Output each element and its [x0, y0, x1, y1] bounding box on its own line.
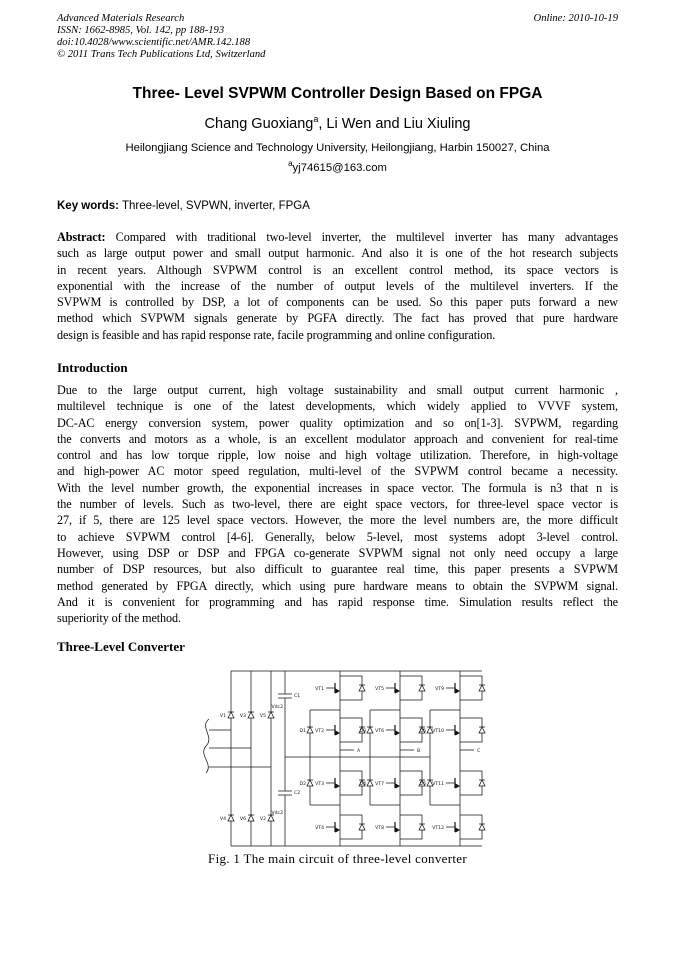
- paragraph-line: such as large output power and small output harmonic. And also it is one of the hot research subjects: [57, 246, 618, 261]
- circuit-label: VT9: [435, 687, 444, 692]
- circuit-label: C: [477, 749, 481, 754]
- paragraph-line: SVPWM is controlled by DSP, a lot of components can be used. So this paper puts forward a new: [57, 295, 618, 310]
- paragraph-line: the number of levels. Such as two-level, there are eight space vectors, for three-level space vector is: [57, 497, 618, 512]
- circuit-label: V5: [259, 714, 266, 719]
- figure-1: [193, 664, 493, 856]
- introduction-heading: Introduction: [57, 360, 128, 375]
- circuit-label: VT5: [375, 687, 384, 692]
- circuit-label: V6: [239, 817, 246, 822]
- circuit-label: VT12: [432, 826, 444, 831]
- circuit-label: Vdc2: [271, 705, 283, 710]
- email-superscript: a: [288, 159, 293, 168]
- circuit-svg: [193, 664, 493, 856]
- paragraph-line: DC-AC energy conversion system, power quality optimization and so on[1-3]. SVPWM, regarding: [57, 415, 618, 430]
- affiliation: Heilongjiang Science and Technology University, Heilongjiang, Harbin 150027, China: [125, 142, 550, 154]
- introduction-paragraph: [57, 382, 618, 626]
- circuit-label: V4: [219, 817, 226, 822]
- copyright-line: © 2011 Trans Tech Publications Ltd, Switzerland: [57, 48, 266, 60]
- journal-header: [57, 13, 618, 61]
- circuit-label: V1: [219, 714, 226, 719]
- paragraph-line: multilevel technique is one of the latest developments, which widely applied to VVVF system,: [57, 399, 618, 414]
- paragraph-line: Due to the large output current, high voltage sustainability and small output current harmonic ,: [57, 383, 618, 397]
- issn-line: ISSN: 1662-8985, Vol. 142, pp 188-193: [57, 24, 225, 36]
- circuit-label: VT8: [375, 826, 384, 831]
- circuit-label: VT1: [315, 687, 324, 692]
- paragraph-line: to achieve SVPWM control [4-6]. Generally, below 5-level, most systems adopt 3-level control.: [57, 529, 618, 544]
- circuit-label: VT11: [432, 782, 444, 787]
- circuit-label: VT7: [375, 782, 384, 787]
- circuit-label: VT6: [375, 729, 384, 734]
- paragraph-line: the converts and motors as a whole, is an excellent modulator approach and convenient for real-time: [57, 431, 618, 446]
- circuit-label: C1: [294, 694, 301, 699]
- online-date: Online: 2010-10-19: [533, 13, 618, 24]
- paragraph-line: superiority of the method.: [57, 611, 181, 626]
- converter-heading: Three-Level Converter: [57, 639, 185, 654]
- paragraph-line: method which SVPWM signals generate by PGFA directly. The fact has proved that pure hardware: [57, 311, 618, 326]
- paragraph-line: and high-power AC motor speed regulation, multi-level of the SVPWM control became a necessity.: [57, 464, 618, 479]
- paragraph-line: And it is convenient for programming and has rapid response time. Simulation results reflect the: [57, 594, 618, 609]
- author-name: Chang Guoxiang: [204, 115, 314, 132]
- journal-name: Advanced Materials Research: [57, 13, 185, 24]
- circuit-label: D5: [419, 729, 426, 734]
- circuit-label: B: [417, 749, 421, 754]
- circuit-label: VT3: [315, 782, 324, 787]
- paragraph-line: number of DSP resources, but also difficult to guarantee real time, this paper presents a SVPWM: [57, 562, 618, 577]
- circuit-label: D4: [359, 782, 366, 787]
- paragraph-line: Abstract: Compared with traditional two-level inverter, the multilevel inverter has many advantages: [57, 230, 618, 244]
- circuit-label: D1: [299, 729, 306, 734]
- paragraph-line: exponential with the increase of the number of output levels of the multilevel inverters. If the: [57, 278, 618, 293]
- keywords-label: Key words:: [57, 200, 119, 212]
- abstract-paragraph: [57, 229, 618, 343]
- circuit-label: V2: [259, 817, 266, 822]
- circuit-label: D2: [299, 782, 306, 787]
- circuit-label: A: [357, 749, 361, 754]
- paragraph-line: method generated by FPGA directly, which using pure hardware means to obtain the SVPWM signal.: [57, 578, 618, 593]
- circuit-label: D6: [419, 782, 426, 787]
- circuit-label: D3: [359, 729, 366, 734]
- authors-rest: , Li Wen and Liu Xiuling: [318, 115, 471, 132]
- paragraph-label: Abstract:: [57, 230, 106, 244]
- paragraph-line: With the level number growth, the exponential increases in space vector. The formula is n3 that n is: [57, 480, 618, 495]
- authors-line: [57, 114, 618, 132]
- paragraph-line: 27, if 5, there are 125 level space vectors. However, the more the level numbers are, the more difficult: [57, 513, 618, 528]
- email-line: [57, 159, 618, 174]
- page-title: Three- Level SVPWM Controller Design Based on FPGA: [132, 85, 543, 102]
- paragraph-line: However, using DSP or DSP and FPGA co-generate SVPWM signal not only need occupy a large: [57, 545, 618, 560]
- keywords-text: Three-level, SVPWN, inverter, FPGA: [119, 200, 310, 212]
- circuit-label: C2: [294, 791, 301, 796]
- keywords-line: [57, 200, 618, 212]
- figure-caption: Fig. 1 The main circuit of three-level converter: [208, 851, 467, 866]
- circuit-label: V3: [239, 714, 246, 719]
- paragraph-line: in recent years. Although SVPWM control is an excellent control method, its space vectors is: [57, 262, 618, 277]
- circuit-label: VT2: [315, 729, 324, 734]
- author-superscript: a: [313, 114, 319, 124]
- paragraph-line: design is feasible and has rapid response rate, facile programming and online configuration.: [57, 327, 496, 342]
- circuit-label: VT10: [432, 729, 444, 734]
- email-address: yj74615@163.com: [292, 161, 387, 174]
- doi-line: doi:10.4028/www.scientific.net/AMR.142.188: [57, 36, 251, 48]
- paragraph-line: control and has low torque ripple, low noise and high voltage utilization. Therefore, in high-voltage: [57, 448, 618, 463]
- circuit-label: VT4: [315, 826, 324, 831]
- circuit-label: Vdc2: [271, 811, 283, 816]
